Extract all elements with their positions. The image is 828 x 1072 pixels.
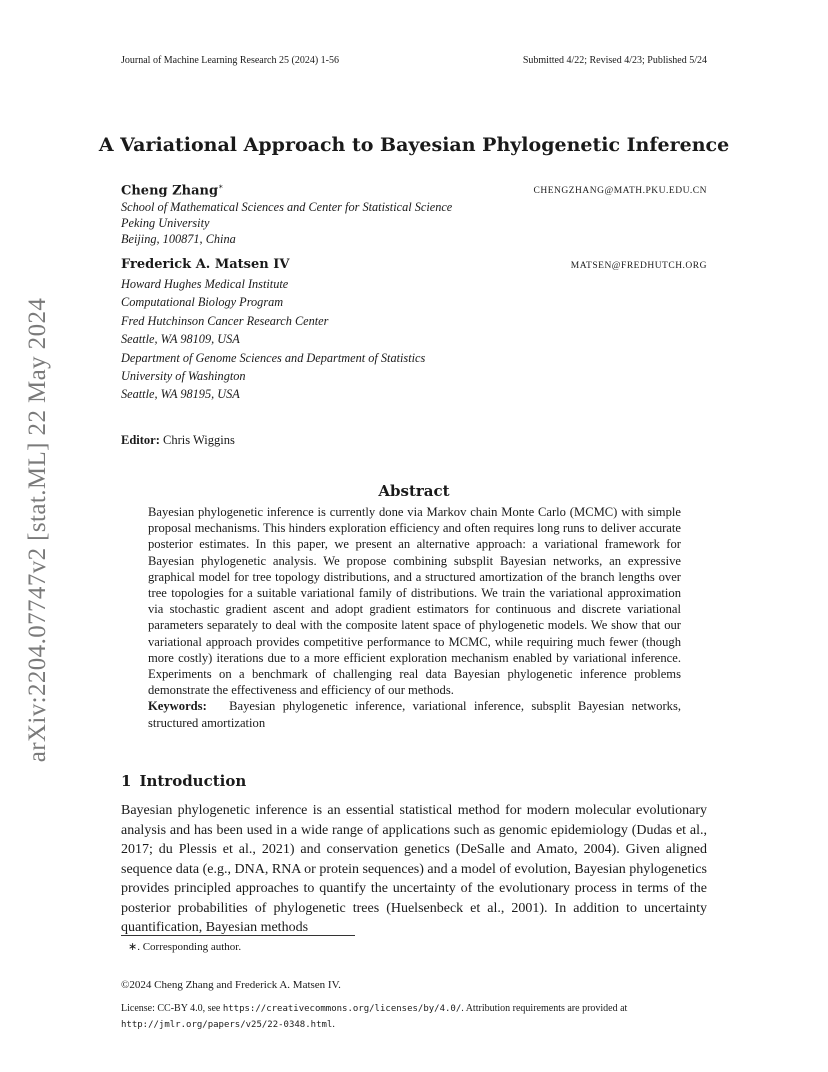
affiliation-line: Howard Hughes Medical Institute <box>121 277 289 291</box>
footnote: ∗. Corresponding author. <box>128 941 242 953</box>
paper-title: A Variational Approach to Bayesian Phylogenetic Inference <box>98 134 730 156</box>
keywords-text: Bayesian phylogenetic inference, variational inference, subsplit Bayesian networks, structured amortization <box>148 699 681 730</box>
arxiv-stamp <box>8 250 68 810</box>
editor-label: Editor: <box>121 433 160 447</box>
paper-url-link[interactable]: http://jmlr.org/papers/v25/22-0348.html <box>121 1020 333 1030</box>
submission-dates: Submitted 4/22; Revised 4/23; Published 5/24 <box>522 55 707 66</box>
affiliation-line: Department of Genome Sciences and Department of Statistics <box>121 350 426 365</box>
abstract-text: Bayesian phylogenetic inference is currently done via Markov chain Monte Carlo (MCMC) with simple proposal mechanisms. This hinders exploration efficiency and often requires long runs to deliver accurate posterior estimates. In this paper, we present an alternative approach: a variational framework for Bayesian phylogenetic analysis. We propose combining subsplit Bayesian networks, an expressive graphical model for tree topology distributions, and a structured amortization of the branch lengths over tree topologies for a suitable variational family of distributions. We train the variational approximation via stochastic gradient ascent and adopt gradient estimators for continuous and discrete variational parameters separately to deal with the composite latent space of phylogenetic models. We show that our variational approach provides competitive performance to MCMC, while requiring much fewer (though more costly) iterations due to a more efficient exploration mechanism enabled by variational inference. Experiments on a benchmark of challenging real data Bayesian phylogenetic inference problems demonstrate the effectiveness and efficiency of our methods. <box>148 505 681 698</box>
license-text <box>121 1001 711 1033</box>
section-body: Bayesian phylogenetic inference is an essential statistical method for modern molecular evolutionary analysis and has been used in a wide range of applications such as genomic epidemiology (Dudas et al., 2017; du Plessis et al., 2021) and conservation genetics (DeSalle and Amato, 2004). Given aligned sequence data (e.g., DNA, RNA or protein sequences) and a model of evolution, Bayesian phylogenetics provides principled approaches to quantify the uncertainty of the evolutionary process in terms of the posterior probabilities of phylogenetic trees (Huelsenbeck et al., 2001). In addition to uncertainty quantification, Bayesian methods <box>121 803 707 935</box>
affiliation-line: Seattle, WA 98195, USA <box>121 387 240 402</box>
section-title: Introduction <box>139 772 247 790</box>
abstract-heading: Abstract <box>378 482 450 500</box>
affiliation-line: Beijing, 100871, China <box>121 232 236 247</box>
author-email[interactable]: CHENGZHANG@MATH.PKU.EDU.CN <box>533 186 707 196</box>
author-name <box>121 182 223 198</box>
keywords-label: Keywords: <box>148 699 207 714</box>
affiliation-line: Fred Hutchinson Cancer Research Center <box>121 313 329 328</box>
copyright-line: ©2024 Cheng Zhang and Frederick A. Matsen IV. <box>121 979 341 991</box>
footnote-marker: ∗ <box>218 182 224 191</box>
author-affiliation <box>121 275 425 404</box>
editor-line <box>121 433 235 448</box>
arxiv-id: arXiv:2204.07747v2 [stat.ML] 22 May 2024 <box>24 297 51 763</box>
license-prefix: License: CC-BY 4.0, see <box>121 1003 223 1014</box>
author-name: Frederick A. Matsen IV <box>121 257 290 272</box>
editor-name: Chris Wiggins <box>163 433 235 447</box>
affiliation-line: Seattle, WA 98109, USA <box>121 332 240 347</box>
abstract-body <box>148 504 681 731</box>
license-url-link[interactable]: https://creativecommons.org/licenses/by/4.0/ <box>222 1004 462 1014</box>
affiliation-line: School of Mathematical Sciences and Center for Statistical Science <box>121 200 453 214</box>
section-number: 1 <box>121 772 132 790</box>
journal-header: Journal of Machine Learning Research 25 (2024) 1-56 <box>121 55 339 66</box>
footnote-rule <box>121 935 355 936</box>
affiliation-line: Computational Biology Program <box>121 295 284 310</box>
license-suffix: . <box>332 1019 335 1030</box>
author-name-text: Cheng Zhang <box>121 183 219 199</box>
affiliation-line: Peking University <box>121 216 210 231</box>
license-middle: . Attribution requirements are provided at <box>461 1003 628 1014</box>
affiliation-line: University of Washington <box>121 369 246 384</box>
section-heading <box>121 772 246 790</box>
author-email[interactable]: MATSEN@FREDHUTCH.ORG <box>570 261 707 271</box>
author-affiliation <box>121 199 452 247</box>
